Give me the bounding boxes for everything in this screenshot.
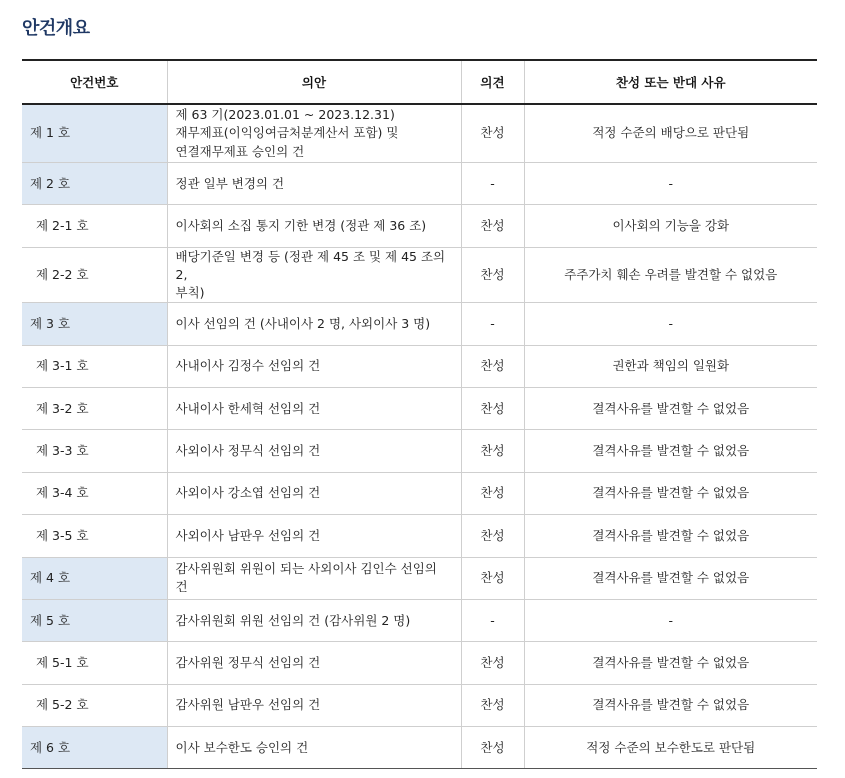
table-row	[22, 472, 817, 514]
agenda-number-text: 제 4 호	[30, 570, 71, 586]
agenda-number-text: 제 1 호	[30, 125, 71, 141]
reason-cell	[524, 303, 817, 345]
agenda-item-text: 연결재무제표 승인의 건	[175, 143, 305, 159]
opinion-cell	[461, 430, 524, 472]
opinion-text: 찬성	[480, 485, 505, 501]
agenda-item-cell	[167, 472, 461, 514]
reason-cell	[524, 472, 817, 514]
agenda-item-text: 감사위원 남판우 선임의 건	[175, 697, 321, 713]
reason-text: 결격사유를 발견할 수 없었음	[592, 570, 750, 586]
agenda-number-text: 제 3-5 호	[36, 527, 89, 543]
agenda-item-text: 사내이사 한세혁 선임의 건	[175, 400, 321, 416]
opinion-text: -	[490, 612, 495, 628]
reason-text: 결격사유를 발견할 수 없었음	[592, 485, 750, 501]
reason-cell	[524, 247, 817, 302]
agenda-item-cell	[167, 303, 461, 345]
agenda-item-text: 부칙)	[175, 285, 205, 301]
agenda-number-cell	[22, 247, 167, 302]
opinion-text: 찬성	[480, 442, 505, 458]
opinion-text: 찬성	[480, 400, 505, 416]
agenda-item-text: 이사 보수한도 승인의 건	[175, 739, 309, 755]
header-agenda-number: 안건번호	[22, 60, 167, 104]
opinion-cell	[461, 303, 524, 345]
agenda-number-cell	[22, 163, 167, 205]
opinion-cell	[461, 163, 524, 205]
agenda-item-text: 감사위원 정무식 선임의 건	[175, 654, 321, 670]
opinion-cell	[461, 684, 524, 726]
agenda-number-cell	[22, 642, 167, 684]
table-row	[22, 430, 817, 472]
agenda-item-cell	[167, 345, 461, 387]
agenda-item-cell	[167, 163, 461, 205]
opinion-text: 찬성	[480, 697, 505, 713]
agenda-item-cell	[167, 104, 461, 163]
agenda-number-cell	[22, 387, 167, 429]
opinion-text: 찬성	[480, 358, 505, 374]
reason-text: 결격사유를 발견할 수 없었음	[592, 527, 750, 543]
agenda-item-cell	[167, 247, 461, 302]
opinion-cell	[461, 727, 524, 769]
opinion-cell	[461, 387, 524, 429]
opinion-cell	[461, 205, 524, 247]
table-row	[22, 303, 817, 345]
opinion-cell	[461, 557, 524, 599]
agenda-item-text: 제 63 기(2023.01.01 ~ 2023.12.31)	[175, 107, 395, 123]
agenda-number-text: 제 5-1 호	[36, 654, 89, 670]
agenda-item-cell	[167, 387, 461, 429]
opinion-cell	[461, 642, 524, 684]
agenda-item-text: 감사위원회 위원 선임의 건 (감사위원 2 명)	[175, 612, 411, 628]
opinion-cell	[461, 515, 524, 557]
agenda-number-text: 제 3-3 호	[36, 442, 89, 458]
agenda-item-cell	[167, 599, 461, 641]
table-row	[22, 642, 817, 684]
reason-cell	[524, 599, 817, 641]
agenda-number-cell	[22, 430, 167, 472]
agenda-number-text: 제 3-4 호	[36, 485, 89, 501]
agenda-item-text: 사외이사 남판우 선임의 건	[175, 527, 321, 543]
reason-text: 결격사유를 발견할 수 없었음	[592, 654, 750, 670]
reason-cell	[524, 684, 817, 726]
reason-text: 적정 수준의 보수한도로 판단됨	[586, 739, 756, 755]
reason-cell	[524, 104, 817, 163]
agenda-table	[22, 59, 817, 769]
reason-text: 결격사유를 발견할 수 없었음	[592, 400, 750, 416]
agenda-number-cell	[22, 684, 167, 726]
agenda-number-text: 제 5-2 호	[36, 697, 89, 713]
agenda-item-cell	[167, 430, 461, 472]
agenda-item-cell	[167, 727, 461, 769]
agenda-number-text: 제 3 호	[30, 315, 71, 331]
agenda-item-text: 정관 일부 변경의 건	[175, 175, 285, 191]
reason-cell	[524, 345, 817, 387]
header-opinion: 의견	[461, 60, 524, 104]
table-row	[22, 387, 817, 429]
table-row	[22, 205, 817, 247]
opinion-text: 찬성	[480, 125, 505, 141]
agenda-item-cell	[167, 515, 461, 557]
table-row	[22, 727, 817, 769]
opinion-text: 찬성	[480, 266, 505, 282]
reason-cell	[524, 163, 817, 205]
opinion-text: -	[490, 315, 495, 331]
agenda-number-text: 제 3-1 호	[36, 358, 89, 374]
opinion-cell	[461, 345, 524, 387]
table-row	[22, 163, 817, 205]
agenda-item-text: 재무제표(이익잉여금처분계산서 포함) 및	[175, 125, 399, 141]
opinion-text: 찬성	[480, 570, 505, 586]
table-row	[22, 515, 817, 557]
agenda-item-cell	[167, 205, 461, 247]
agenda-number-cell	[22, 599, 167, 641]
reason-text: 결격사유를 발견할 수 없었음	[592, 442, 750, 458]
table-body	[22, 104, 817, 769]
table-header	[22, 60, 817, 104]
opinion-text: -	[490, 175, 495, 191]
reason-cell	[524, 642, 817, 684]
agenda-item-text: 사외이사 강소엽 선임의 건	[175, 485, 321, 501]
reason-text: 주주가치 훼손 우려를 발견할 수 없었음	[564, 266, 778, 282]
table-row	[22, 557, 817, 599]
agenda-item-text: 사외이사 정무식 선임의 건	[175, 442, 321, 458]
agenda-number-cell	[22, 205, 167, 247]
header-agenda-item: 의안	[167, 60, 461, 104]
reason-cell	[524, 205, 817, 247]
table-row	[22, 247, 817, 302]
reason-cell	[524, 430, 817, 472]
opinion-text: 찬성	[480, 218, 505, 234]
header-reason: 찬성 또는 반대 사유	[524, 60, 817, 104]
reason-text: 이사회의 기능을 강화	[612, 218, 730, 234]
table-row	[22, 104, 817, 163]
reason-cell	[524, 557, 817, 599]
reason-cell	[524, 515, 817, 557]
table-row	[22, 684, 817, 726]
opinion-text: 찬성	[480, 739, 505, 755]
agenda-number-cell	[22, 727, 167, 769]
opinion-text: 찬성	[480, 527, 505, 543]
reason-cell	[524, 387, 817, 429]
agenda-number-cell	[22, 104, 167, 163]
agenda-item-text: 사내이사 김정수 선임의 건	[175, 358, 321, 374]
opinion-text: 찬성	[480, 654, 505, 670]
agenda-number-text: 제 2-1 호	[36, 218, 89, 234]
agenda-number-cell	[22, 472, 167, 514]
reason-text: 권한과 책임의 일원화	[612, 358, 730, 374]
reason-text: -	[668, 612, 673, 628]
table-row	[22, 599, 817, 641]
agenda-number-text: 제 6 호	[30, 739, 71, 755]
agenda-number-cell	[22, 557, 167, 599]
agenda-number-cell	[22, 515, 167, 557]
reason-text: -	[668, 175, 673, 191]
agenda-number-cell	[22, 345, 167, 387]
reason-text: 적정 수준의 배당으로 판단됨	[592, 125, 750, 141]
agenda-number-text: 제 2-2 호	[36, 266, 89, 282]
header-row	[22, 60, 817, 104]
agenda-number-text: 제 5 호	[30, 612, 71, 628]
agenda-item-text: 배당기준일 변경 등 (정관 제 45 조 및 제 45 조의 2,	[175, 248, 446, 282]
agenda-number-cell	[22, 303, 167, 345]
agenda-item-text: 이사 선임의 건 (사내이사 2 명, 사외이사 3 명)	[175, 315, 431, 331]
opinion-cell	[461, 247, 524, 302]
agenda-item-cell	[167, 684, 461, 726]
opinion-cell	[461, 599, 524, 641]
reason-text: 결격사유를 발견할 수 없었음	[592, 697, 750, 713]
opinion-cell	[461, 472, 524, 514]
section-title: 안건개요	[22, 18, 90, 39]
agenda-item-cell	[167, 642, 461, 684]
reason-text: -	[668, 315, 673, 331]
agenda-number-text: 제 2 호	[30, 175, 71, 191]
reason-cell	[524, 727, 817, 769]
agenda-item-text: 감사위원회 위원이 되는 사외이사 김인수 선임의 건	[175, 561, 437, 595]
agenda-number-text: 제 3-2 호	[36, 400, 89, 416]
agenda-item-text: 이사회의 소집 통지 기한 변경 (정관 제 36 조)	[175, 218, 427, 234]
agenda-item-cell	[167, 557, 461, 599]
table-row	[22, 345, 817, 387]
opinion-cell	[461, 104, 524, 163]
